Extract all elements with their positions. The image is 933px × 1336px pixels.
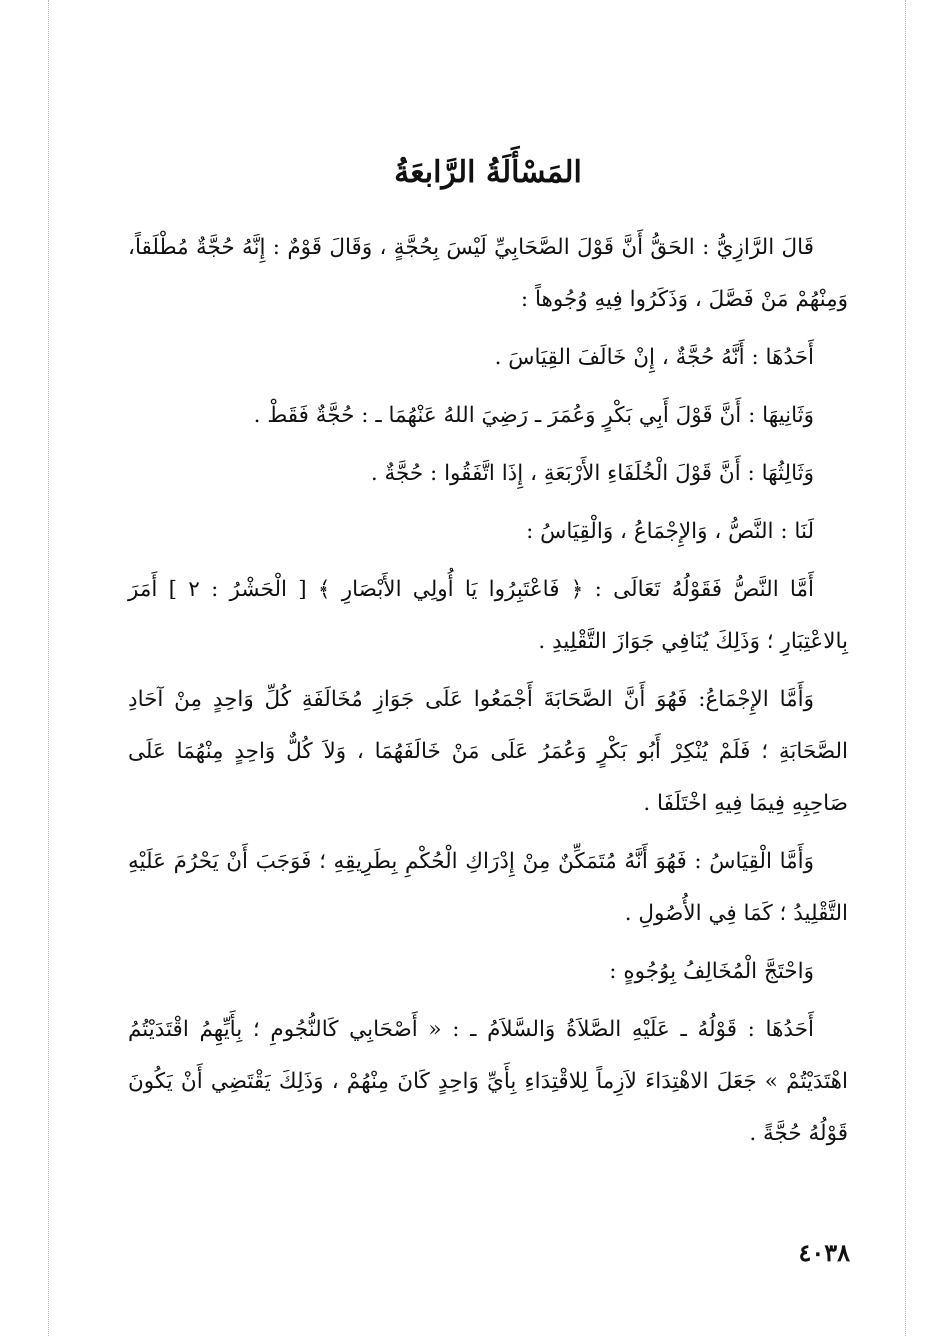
paragraph-first-argument: أَحَدُهَا : قَوْلُهُ ـ عَلَيْهِ الصَّلاَةُ وَالسَّلاَمُ ـ : « أَصْحَابِي كَالنُّجُومِ ؛ بِأَيِّهِمُ اقْتَدَيْتُمُ اهْتَدَيْتُمْ » جَعَلَ الاهْتِدَاءَ لاَزِماً لِلاقْتِدَاءِ بِأَيِّ وَاحِدٍ كَانَ مِنْهُمْ ، وَذَلِكَ يَقْتَضِي أَنْ يَكُونَ قَوْلُهُ حُجَّةً . bbox=[128, 1017, 848, 1146]
main-text-block bbox=[128, 150, 848, 1166]
paragraph-third-view: وَثَالِثُهَا : أَنَّ قَوْلَ الْخُلَفَاءِ الأَرْبَعَةِ ، إِذَا اتَّفَقُوا : حُجَّةٌ . bbox=[370, 461, 814, 486]
right-margin-dotted-line bbox=[905, 0, 906, 1336]
page-title: المَسْأَلَةُ الرَّابعَةُ bbox=[394, 155, 582, 190]
page-number: ٤٠٣٨ bbox=[798, 1238, 850, 1267]
paragraph-our-evidence: لَنَا : النَّصُّ ، وَالإِجْمَاعُ ، وَالْقِيَاسُ : bbox=[526, 519, 814, 544]
paragraph-text-evidence: أَمَّا النَّصُّ فَقَوْلُهُ تَعَالَى : ﴿ فَاعْتَبِرُوا يَا أُولِي الأَبْصَارِ ﴾ [ الْحَشْرُ : ٢ ] أَمَرَ بِالاعْتِبَارِ ؛ وَذَلِكَ يُنَافِي جَوَازَ التَّقْلِيدِ . bbox=[128, 577, 848, 654]
paragraph-opponent-arguments: وَاحْتَجَّ الْمُخَالِفُ بِوُجُوهٍ : bbox=[609, 959, 814, 984]
paragraph-analogy-evidence: وَأَمَّا الْقِيَاسُ : فَهُوَ أَنَّهُ مُتَمَكِّنٌ مِنْ إِدْرَاكِ الْحُكْمِ بِطَرِيقِهِ ؛ فَوَجَبَ أَنْ يَحْرُمَ عَلَيْهِ التَّقْلِيدُ ؛ كَمَا فِي الأُصُولِ . bbox=[128, 849, 848, 926]
paragraph-consensus-evidence: وَأَمَّا الإِجْمَاعُ: فَهُوَ أَنَّ الصَّحَابَةَ أَجْمَعُوا عَلَى جَوَازِ مُخَالَفَةِ كُلِّ وَاحِدٍ مِنْ آحَادِ الصَّحَابَةِ ؛ فَلَمْ يُنْكِرْ أَبُو بَكْرٍ وَعُمَرُ عَلَى مَنْ خَالَفَهُمَا ، وَلاَ كُلٌّ وَاحِدٍ مِنْهُمَا عَلَى صَاحِبِهِ فِيمَا فِيهِ اخْتَلَفَا . bbox=[128, 687, 848, 816]
left-margin-dotted-line bbox=[48, 0, 49, 1336]
paragraph-second-view: وَثَانِيهَا : أَنَّ قَوْلَ أَبِي بَكْرٍ وَعُمَرَ ـ رَضِيَ اللهُ عَنْهُمَا ـ : حُجَّةٌ فَقَطْ . bbox=[253, 403, 814, 428]
paragraph-first-view: أَحَدُهَا : أَنَّهُ حُجَّةٌ ، إِنْ خَالَفَ القِيَاسَ . bbox=[494, 345, 814, 370]
paragraph-razi-opinion: قَالَ الرَّازِيُّ : الحَقُّ أَنَّ قَوْلَ الصَّحَابِيِّ لَيْسَ بِحُجَّةٍ ، وَقَالَ قَوْمٌ : إِنَّهُ حُجَّةٌ مُطْلَقاً، وَمِنْهُمْ مَنْ فَصَّلَ ، وَذَكَرُوا فِيهِ وُجُوهاً : bbox=[128, 235, 848, 312]
